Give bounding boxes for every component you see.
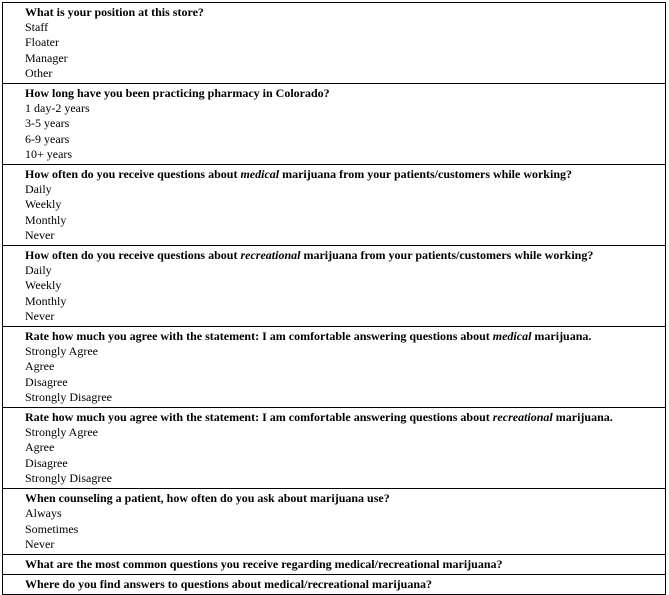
question-text <box>25 577 665 592</box>
answer-option: Never <box>25 227 55 242</box>
answer-option: Disagree <box>25 455 68 470</box>
answer-option: 3-5 years <box>25 116 70 131</box>
answer-option: Strongly Disagree <box>25 389 112 404</box>
answer-option: Always <box>25 506 62 521</box>
question-cell <box>3 84 666 165</box>
answer-option: Strongly Disagree <box>25 470 112 485</box>
answer-option: 10+ years <box>25 146 73 161</box>
question-row <box>3 327 666 408</box>
question-cell <box>3 3 666 84</box>
question-text-part: marijuana. <box>552 410 613 425</box>
question-row <box>3 246 666 327</box>
question-row <box>3 84 666 165</box>
question-text-part: What are the most common questions you receive regarding medical/recreational marijuana? <box>25 556 503 571</box>
question-cell <box>3 165 666 246</box>
question-text-part: When counseling a patient, how often do you ask about marijuana use? <box>25 491 390 506</box>
question-text <box>25 86 665 101</box>
survey-body <box>3 3 666 595</box>
question-text-part: How often do you receive questions about <box>25 167 241 182</box>
question-cell <box>3 575 666 595</box>
question-text <box>25 410 665 425</box>
answer-option: Never <box>25 308 55 323</box>
answer-option: Floater <box>25 35 59 50</box>
question-cell <box>3 554 666 574</box>
question-row <box>3 3 666 84</box>
question-row <box>3 408 666 489</box>
question-emphasis: medical <box>492 329 532 344</box>
answer-option: 6-9 years <box>25 131 70 146</box>
question-row <box>3 575 666 595</box>
answer-option: Weekly <box>25 197 62 212</box>
answer-option: Weekly <box>25 278 62 293</box>
question-text-part: Rate how much you agree with the statement: I am comfortable answering questions about <box>25 329 493 344</box>
question-text-part: How long have you been practicing pharmacy in Colorado? <box>25 86 330 101</box>
question-row <box>3 165 666 246</box>
answer-option: Strongly Agree <box>25 425 98 440</box>
answer-option: Monthly <box>25 212 67 227</box>
question-text <box>25 329 665 344</box>
survey-table <box>2 2 666 595</box>
answer-option: Other <box>25 65 53 80</box>
question-text-part: How often do you receive questions about <box>25 248 241 263</box>
question-text-part: marijuana from your patients/customers while working? <box>279 167 572 182</box>
question-emphasis: recreational <box>492 410 553 425</box>
answer-option: Sometimes <box>25 521 79 536</box>
question-text <box>25 491 665 506</box>
question-text <box>25 248 665 263</box>
question-row <box>3 489 666 555</box>
question-text-part: marijuana from your patients/customers while working? <box>300 248 594 263</box>
question-text-part: marijuana. <box>531 329 592 344</box>
question-emphasis: medical <box>240 167 280 182</box>
answer-option: Agree <box>25 359 55 374</box>
answer-option: Agree <box>25 440 55 455</box>
question-row <box>3 554 666 574</box>
question-cell <box>3 327 666 408</box>
answer-option: Monthly <box>25 293 67 308</box>
question-emphasis: recreational <box>240 248 301 263</box>
question-cell <box>3 246 666 327</box>
answer-option: Strongly Agree <box>25 344 98 359</box>
answer-option: Daily <box>25 263 52 278</box>
answer-option: Staff <box>25 20 49 35</box>
question-cell <box>3 489 666 555</box>
answer-option: Manager <box>25 50 68 65</box>
answer-option: Daily <box>25 182 52 197</box>
answer-option: 1 day-2 years <box>25 101 90 116</box>
answer-option: Never <box>25 536 55 551</box>
answer-option: Disagree <box>25 374 68 389</box>
question-text <box>25 557 665 572</box>
question-text <box>25 167 665 182</box>
question-text <box>25 5 665 20</box>
question-text-part: What is your position at this store? <box>25 5 204 19</box>
question-text-part: Where do you find answers to questions about medical/recreational marijuana? <box>25 577 433 592</box>
question-cell <box>3 408 666 489</box>
question-text-part: Rate how much you agree with the statement: I am comfortable answering questions about <box>25 410 493 425</box>
